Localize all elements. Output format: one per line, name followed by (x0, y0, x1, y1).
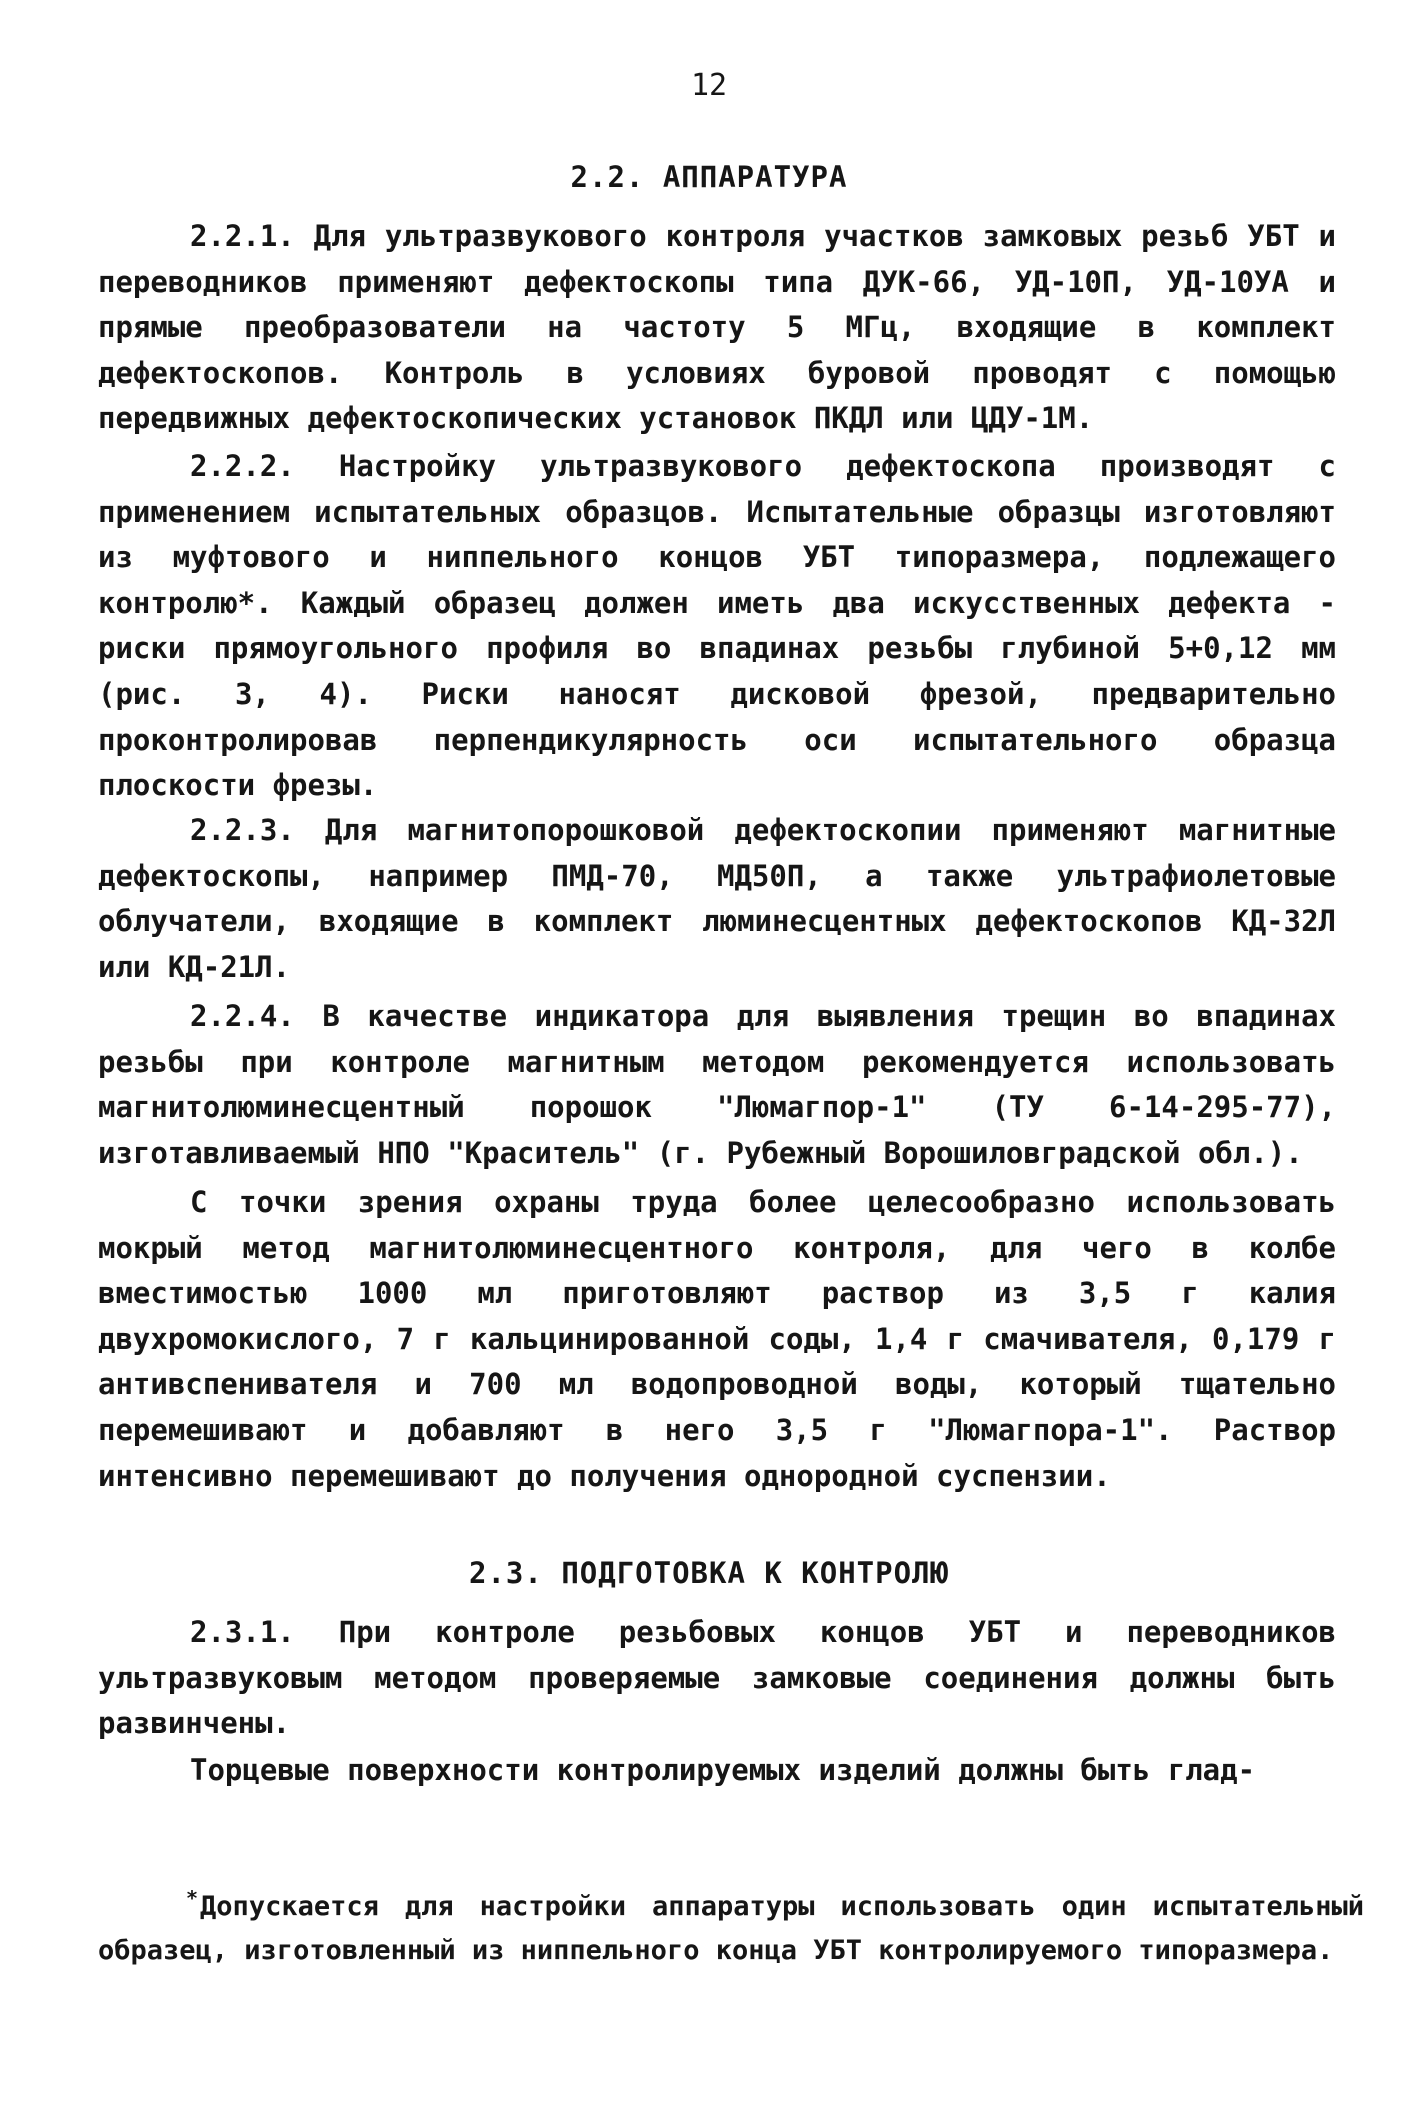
footnote (98, 1876, 1364, 1973)
paragraph-2-2-4: 2.2.4. В качестве индикатора для выявления трещин во впадинах резьбы при контроле магнитным методом рекомендуется использовать магнитолюминесцентный порошок "Люмагпор-1" (ТУ 6-14-295-77), изготавливаемый НПО "Краситель" (г. Рубежный Ворошиловградской обл.). (98, 999, 1336, 1170)
page-number: 12 (690, 68, 728, 103)
paragraph-end-surfaces: Торцевые поверхности контролируемых изделий должны быть глад- (190, 1753, 1256, 1787)
section-heading-preparation: 2.3. ПОДГОТОВКА К КОНТРОЛЮ (469, 1556, 949, 1590)
paragraph-2-2-2: 2.2.2. Настройку ультразвукового дефектоскопа производят с применением испытательных образцов. Испытательные образцы изготовляют из муфтового и ниппельного концов УБТ типоразмера, подлежащего контролю*. Каждый образец должен иметь два искусственных дефекта - риски прямоугольного профиля во впадинах резьбы глубиной 5+0,12 мм (рис. 3, 4). Риски наносят дисковой фрезой, предварительно проконтролировав перпендикулярность оси испытательного образца плоскости фрезы. (98, 449, 1336, 803)
footnote-marker: * (186, 1886, 199, 1910)
paragraph-safety-wet-method: С точки зрения охраны труда более целесообразно использовать мокрый метод магнитолюминесцентного контроля, для чего в колбе вместимостью 1000 мл приготовляют раствор из 3,5 г калия двухромокислого, 7 г кальцинированной соды, 1,4 г смачивателя, 0,179 г антивспенивателя и 700 мл водопроводной воды, который тщательно перемешивают и добавляют в него 3,5 г "Люмагпора-1". Раствор интенсивно перемешивают до получения однородной суспензии. (98, 1185, 1336, 1493)
footnote-text: Допускается для настройки аппаратуры использовать один испытательный образец, изготовленный из ниппельного конца УБТ контролируемого типоразмера. (98, 1891, 1364, 1966)
paragraph-2-3-1: 2.3.1. При контроле резьбовых концов УБТ и переводников ультразвуковым методом проверяемые замковые соединения должны быть развинчены. (98, 1615, 1336, 1741)
paragraph-2-2-3: 2.2.3. Для магнитопорошковой дефектоскопии применяют магнитные дефектоскопы, например ПМД-70, МД50П, а также ультрафиолетовые облучатели, входящие в комплект люминесцентных дефектоскопов КД-32Л или КД-21Л. (98, 813, 1336, 984)
section-heading-apparatus: 2.2. АППАРАТУРА (570, 160, 848, 194)
paragraph-2-2-1: 2.2.1. Для ультразвукового контроля участков замковых резьб УБТ и переводников применяют дефектоскопы типа ДУК-66, УД-10П, УД-10УА и прямые преобразователи на частоту 5 МГц, входящие в комплект дефектоскопов. Контроль в условиях буровой проводят с помощью передвижных дефектоскопических установок ПКДЛ или ЦДУ-1М. (98, 219, 1336, 436)
